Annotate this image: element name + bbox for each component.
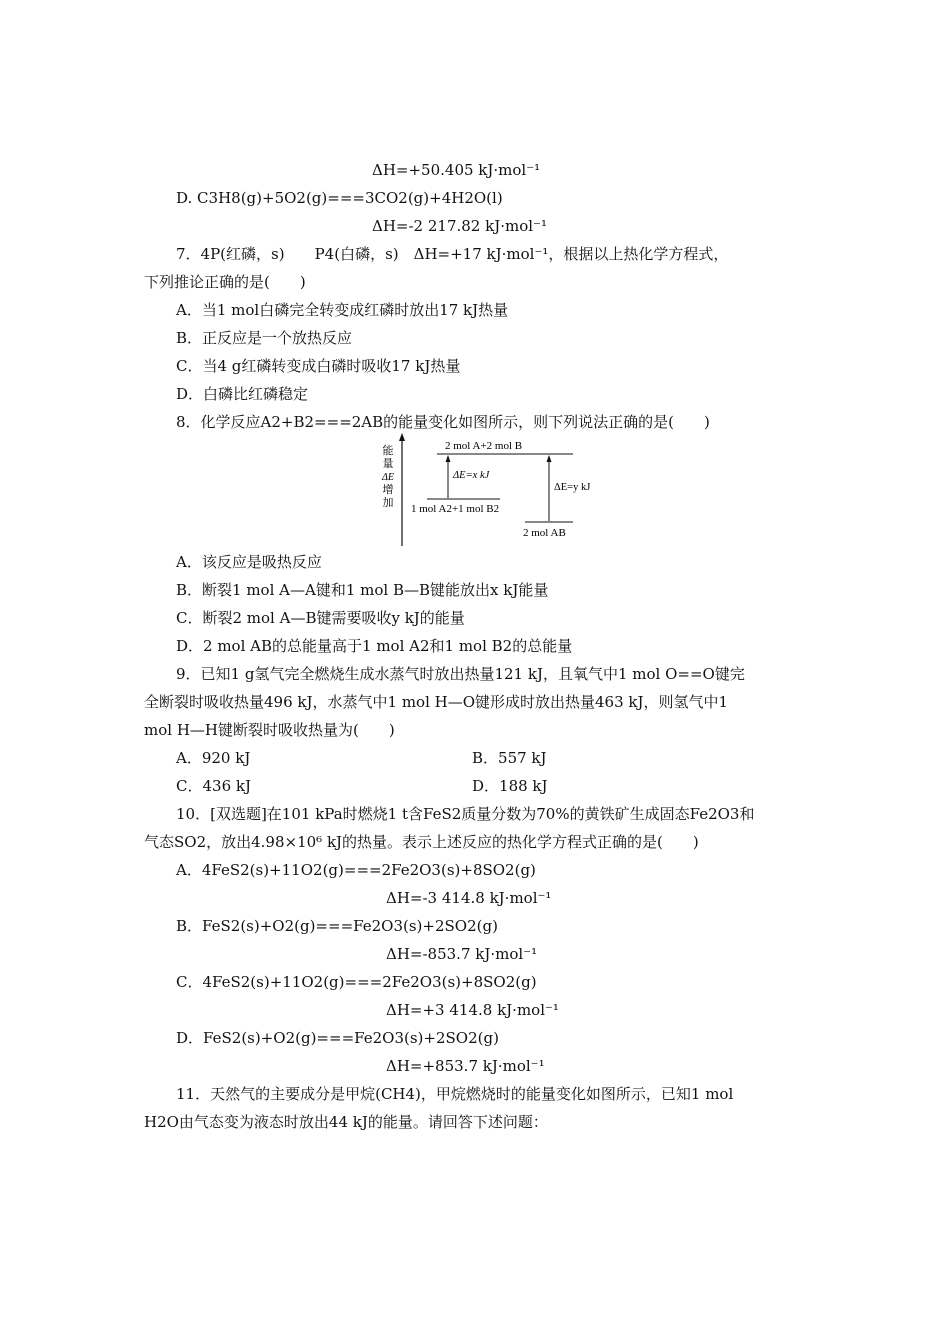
q7-option-b: B．正反应是一个放热反应 — [176, 329, 353, 347]
q7-stem-line2: 下列推论正确的是( ) — [144, 273, 306, 291]
arrow-head-icon — [446, 455, 451, 462]
bottom-level-label: 2 mol AB — [523, 527, 566, 539]
q7-option-d: D．白磷比红磷稳定 — [176, 385, 309, 403]
q8-option-d: D．2 mol AB的总能量高于1 mol A2和1 mol B2的总能量 — [176, 637, 573, 655]
q9-option-c: C．436 kJ — [176, 777, 251, 795]
q9-option-b: B．557 kJ — [472, 749, 547, 767]
q6-option-c-delta-h: ΔH=+50.405 kJ·mol⁻¹ — [372, 161, 541, 179]
q10-option-b-equation: B．FeS2(s)+O2(g)===Fe2O3(s)+2SO2(g) — [176, 917, 498, 935]
q8-option-b: B．断裂1 mol A—A键和1 mol B—B键能放出x kJ能量 — [176, 581, 549, 599]
delta-y-label: ΔE=y kJ — [554, 482, 591, 493]
q8-stem: 8．化学反应A2+B2===2AB的能量变化如图所示，则下列说法正确的是( ) — [176, 413, 710, 431]
axis-label-char: 加 — [382, 497, 394, 509]
q10-option-b-delta-h: ΔH=-853.7 kJ·mol⁻¹ — [386, 945, 538, 963]
middle-level-label: 1 mol A2+1 mol B2 — [411, 503, 500, 515]
q8-option-a: A．该反应是吸热反应 — [176, 553, 322, 571]
q10-option-c-delta-h: ΔH=+3 414.8 kJ·mol⁻¹ — [386, 1001, 559, 1019]
q7-option-a: A．当1 mol白磷完全转变成红磷时放出17 kJ热量 — [176, 301, 509, 319]
axis-label-char: ΔE — [382, 472, 394, 483]
q11-stem-line2: H2O由气态变为液态时放出44 kJ的能量。请回答下述问题： — [144, 1113, 548, 1131]
q10-option-d-equation: D．FeS2(s)+O2(g)===Fe2O3(s)+2SO2(g) — [176, 1029, 499, 1047]
axis-label-char: 能 — [382, 445, 394, 457]
q9-option-d: D．188 kJ — [472, 777, 548, 795]
q9-option-a: A．920 kJ — [176, 749, 251, 767]
q6-option-d-equation: D. C3H8(g)+5O2(g)===3CO2(g)+4H2O(l) — [176, 189, 503, 207]
q11-stem-line1: 11．天然气的主要成分是甲烷(CH4)，甲烷燃烧时的能量变化如图所示，已知1 mol — [176, 1085, 734, 1103]
q10-option-d-delta-h: ΔH=+853.7 kJ·mol⁻¹ — [386, 1057, 545, 1075]
q10-stem-line1: 10．[双选题]在101 kPa时燃烧1 t含FeS2质量分数为70%的黄铁矿生成固态Fe2O3和 — [176, 805, 755, 823]
arrow-head-icon — [547, 455, 552, 462]
q6-option-d-delta-h: ΔH=-2 217.82 kJ·mol⁻¹ — [372, 217, 547, 235]
energy-level-diagram — [375, 432, 615, 550]
top-level-label: 2 mol A+2 mol B — [445, 440, 523, 452]
q10-option-c-equation: C．4FeS2(s)+11O2(g)===2Fe2O3(s)+8SO2(g) — [176, 973, 537, 991]
q10-stem-line2: 气态SO2，放出4.98×10⁶ kJ的热量。表示上述反应的热化学方程式正确的是( ) — [144, 833, 699, 851]
q7-stem-line1: 7．4P(红磷，s) P4(白磷，s) ΔH=+17 kJ·mol⁻¹，根据以上热化学方程式， — [176, 245, 729, 263]
q9-stem-line1: 9．已知1 g氢气完全燃烧生成水蒸气时放出热量121 kJ，且氧气中1 mol O==O键完 — [176, 665, 745, 683]
axis-label-char: 增 — [382, 484, 394, 496]
axis-arrow-icon — [399, 433, 405, 441]
delta-x-label: ΔE=x kJ — [453, 470, 490, 481]
q10-option-a-delta-h: ΔH=-3 414.8 kJ·mol⁻¹ — [386, 889, 552, 907]
q8-option-c: C．断裂2 mol A—B键需要吸收y kJ的能量 — [176, 609, 465, 627]
q10-option-a-equation: A．4FeS2(s)+11O2(g)===2Fe2O3(s)+8SO2(g) — [176, 861, 536, 879]
q9-stem-line3: mol H—H键断裂时吸收热量为( ) — [144, 721, 395, 739]
axis-label-char: 量 — [382, 458, 394, 470]
q9-stem-line2: 全断裂时吸收热量496 kJ，水蒸气中1 mol H—O键形成时放出热量463 kJ，则氢气中1 — [144, 693, 729, 711]
q7-option-c: C．当4 g红磷转变成白磷时吸收17 kJ热量 — [176, 357, 461, 375]
